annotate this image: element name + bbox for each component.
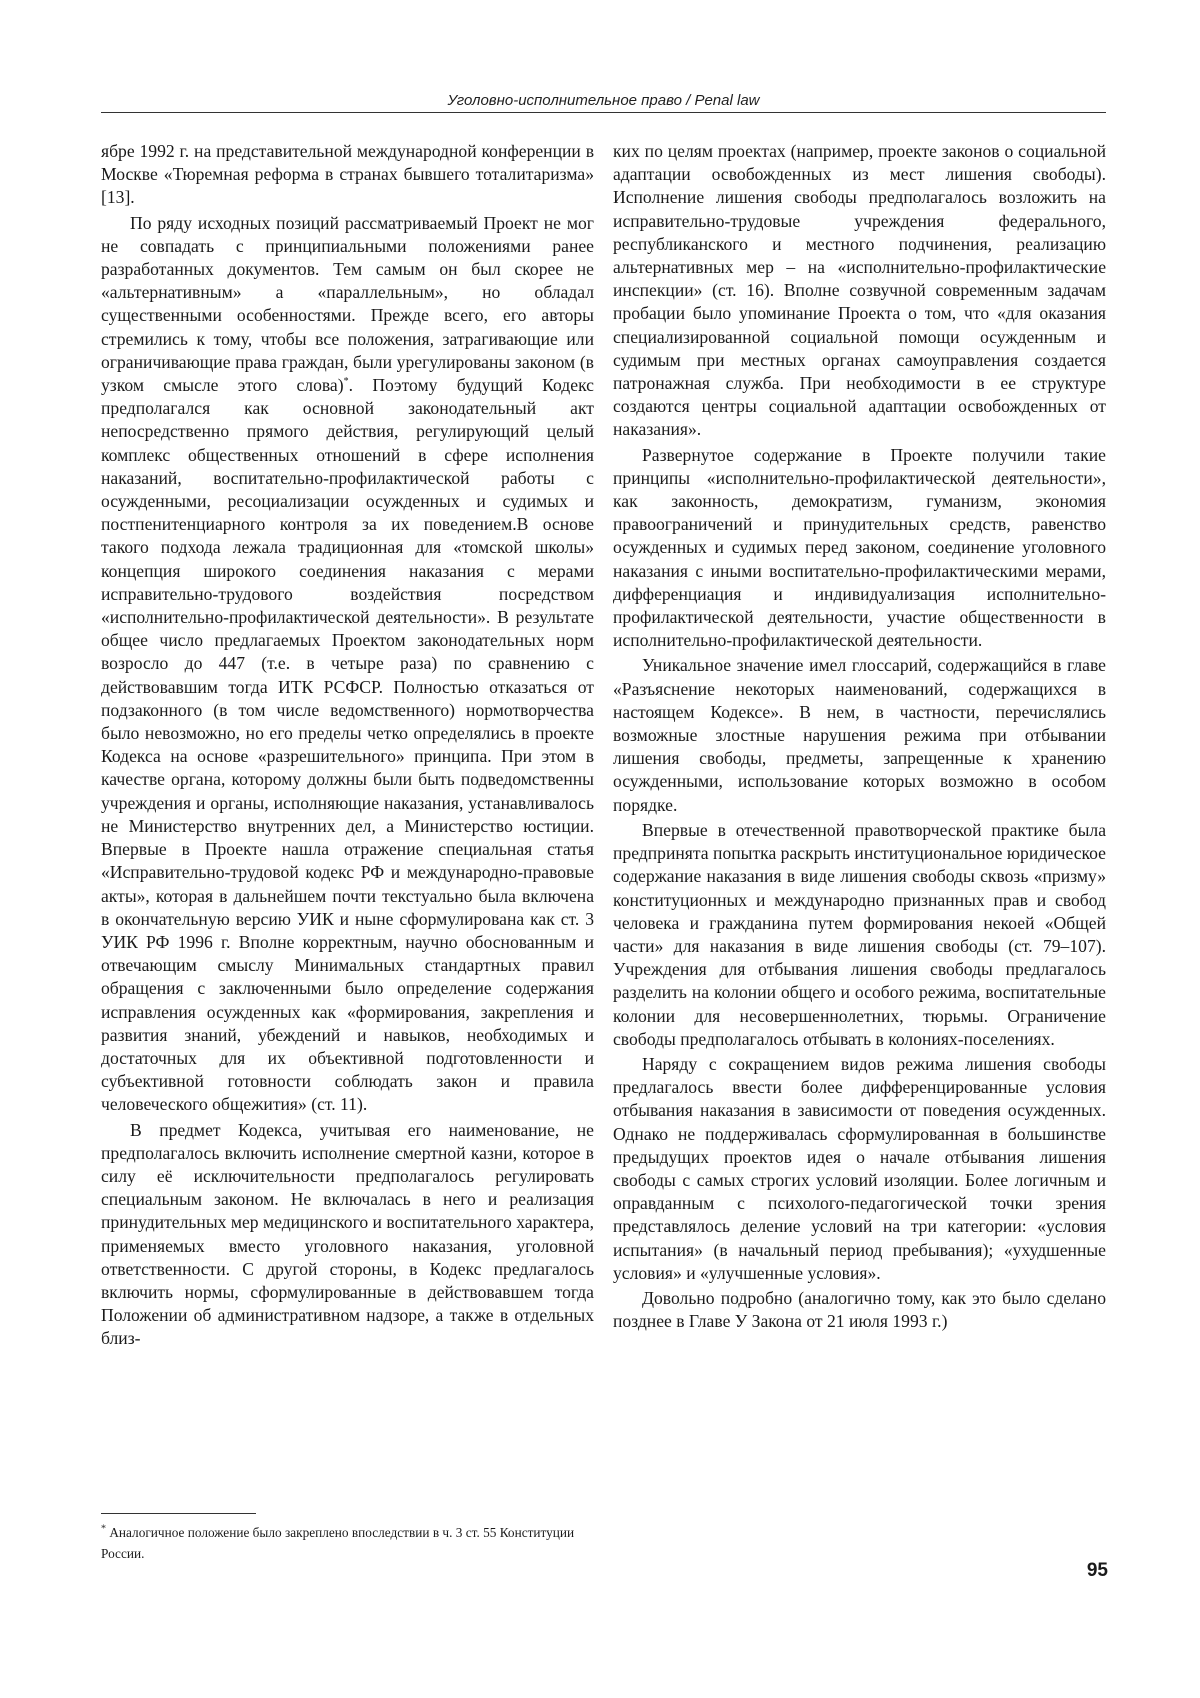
footnote-text: Аналогичное положение было закреплено впоследствии в ч. 3 ст. 55 Конституции России. (101, 1525, 575, 1561)
paragraph: В предмет Кодекса, учитывая его наименование, не предполагалось включить исполнение смертной казни, которое в силу её исключительности предполагалось регулировать специальным законом. Не включалась в него и реализация принудительных мер медицинского и воспитательного характера, применяемых вместо уголовного наказания, уголовной ответственности. С другой стороны, в Кодекс предлагалось включить нормы, сформулированные в действовавшем тогда Положении об административном надзоре, а также в отдельных близ- (101, 1119, 594, 1349)
footnote-divider (101, 1513, 256, 1514)
running-title: Уголовно-исполнительное право / Penal law (447, 92, 760, 109)
footnote (101, 1522, 601, 1564)
paragraph: Впервые в отечественной правотворческой практике была предпринята попытка раскрыть институциональное юридическое содержание наказания в виде лишения свободы сквозь «призму» конституционных и международно признанных прав и свобод человека и гражданина путем формирования некоей «Общей части» для наказания в виде лишения свободы (ст. 79–107). Учреждения для отбывания лишения свободы предлагалось разделить на колонии общего и особого режима, воспитательные колонии для несовершеннолетних, тюрьмы. Ограничение свободы предполагалось отбывать в колониях-поселениях. (613, 819, 1106, 1049)
paragraph-text: По ряду исходных позиций рассматриваемый Проект не мог не совпадать с принципиальными положениями ранее разработанных документов. Тем самым он был скорее не «альтернативным» а «параллельным», но обладал существенными особенностями. Прежде всего, его авторы стремились к тому, чтобы все положения, затрагивающие или ограничивающие права граждан, были урегулированы законом (в узком смысле этого слова) (101, 212, 594, 396)
right-column (613, 140, 1106, 1333)
paragraph: Наряду с сокращением видов режима лишения свободы предлагалось ввести более дифференцированные условия отбывания наказания в зависимости от поведения осужденных. Однако не поддерживалась сформулированная в большинстве предыдущих проектов идея о начале отбывания лишения свободы с самых строгих условий изоляции. Более логичным и оправданным с психолого-педагогической точки зрения представлялось деление условий на три категории: «условия испытания» (в начальный период пребывания); «ухудшенные условия» и «улучшенные условия». (613, 1053, 1106, 1283)
footnote-mark: * (101, 1523, 106, 1535)
paragraph: Уникальное значение имел глоссарий, содержащийся в главе «Разъяснение некоторых наименований, содержащихся в настоящем Кодексе». В нем, в частности, перечислялись возможные злостные нарушения режима при отбывании лишения свободы, предметы, запрещенные к хранению осужденными, использование которых возможно в особом порядке. (613, 655, 1106, 815)
paragraph (101, 212, 594, 1117)
paragraph: Развернутое содержание в Проекте получили такие принципы «исполнительно-профилактической деятельности», как законность, демократизм, гуманизм, экономия правоограничений и принудительных средств, равенство осужденных и судимых перед законом, соединение уголовного наказания с иными воспитательно-профилактическими мерами, дифференциация и индивидуализация исполнительно-профилактической деятельности, участие общественности в исполнительно-профилактической деятельности. (613, 444, 1106, 651)
left-column (101, 140, 594, 1351)
paragraph: Довольно подробно (аналогично тому, как это было сделано позднее в Главе У Закона от 21 июля 1993 г.) (613, 1287, 1106, 1332)
paragraph-text: . Поэтому будущий Кодекс предполагался как основной законодательный акт непосредственно прямого действия, регулирующий целый комплекс общественных отношений в сфере исполнения наказаний, воспитательно-профилактической работы с осужденными, ресоциализации осужденных и судимых и постпенитенциарного контроля за их поведением.В основе такого подхода лежала традиционная для «томской школы» концепция широкого соединения наказания с мерами исправительно-трудового воздействия посредством «исполнительно-профилактической деятельности». В результате общее число предлагаемых Проектом законодательных норм возросло до 447 (т.е. в четыре раза) по сравнению с действовавшим тогда ИТК РСФСР. Полностью отказаться от подзаконного (в том числе ведомственного) нормотворчества было невозможно, но его пределы четко определялись в проекте Кодекса на основе «разрешительного» принципа. При этом в качестве органа, которому должны были быть подведомственны учреждения и органы, исполняющие наказания, устанавливалось не Министерство внутренних дел, а Министерство юстиции. Впервые в Проекте нашла отражение специальная статья «Исправительно-трудовой кодекс РФ и международно-правовые акты», которая в дальнейшем почти текстуально была включена в окончательную версию УИК и ныне сформулирована как ст. 3 УИК РФ 1996 г. Вполне корректным, научно обоснованным и отвечающим смыслу Минимальных стандартных правил обращения с заключенными было определение содержания исправления осужденных как «формирования, закрепления и развития знаний, убеждений и навыков, необходимых и достаточных для их объективной подготовленности и субъективной готовности соблюдать закон и правила человеческого общежития» (ст. 11). (101, 375, 594, 1115)
paragraph: ябре 1992 г. на представительной международной конференции в Москве «Тюремная реформа в странах бывшего тоталитаризма» [13]. (101, 141, 594, 208)
footnote-reference[interactable]: * (343, 376, 349, 388)
page-number: 95 (1086, 1560, 1108, 1581)
header-rule (101, 112, 1106, 113)
paragraph: ких по целям проектах (например, проекте законов о социальной адаптации освобожденных из мест лишения свободы). Исполнение лишения свободы предполагалось возложить на исправительно-трудовые учреждения федерального, республиканского и местного подчинения, реализацию альтернативных мер – на «исполнительно-профилактические инспекции» (ст. 16). Вполне созвучной современным задачам пробации было упоминание Проекта о том, что «для оказания специализированной социальной помощи осужденным и судимым при местных органах самоуправления создается патронажная служба. При необходимости в ее структуре создаются центры социальной адаптации освобожденных от наказания». (613, 141, 1106, 440)
